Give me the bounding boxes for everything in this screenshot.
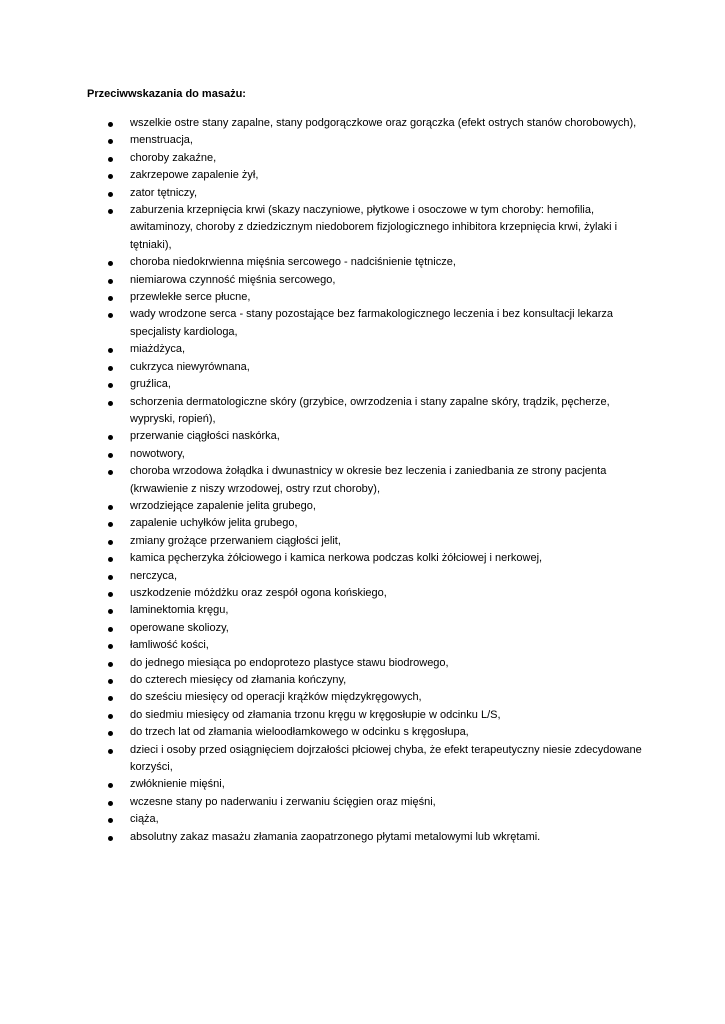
bullet-icon [108, 470, 113, 475]
list-item-text: zwłóknienie mięśni, [130, 778, 225, 791]
list-item-text: zapalenie uchyłków jelita grubego, [130, 517, 298, 530]
list-item [0, 463, 650, 498]
bullet-icon [108, 383, 113, 388]
list-item-text: zaburzenia krzepnięcia krwi (skazy naczyniowe, płytkowe i osoczowe w tym choroby: hemofilia, awitaminozy, choroby z dziedzicznym niedoborem fizjologicznego inhibitora krzepnięcia krwi, żylaki i tętniaki), [130, 204, 618, 251]
list-item [0, 794, 650, 811]
bullet-icon [108, 783, 113, 788]
bullet-icon [108, 801, 113, 806]
list-item [0, 202, 650, 254]
list-item-text: nowotwory, [130, 447, 185, 460]
bullet-icon [108, 157, 113, 162]
list-item-text: miażdżyca, [130, 343, 186, 356]
list-item-text: niemiarowa czynność mięśnia sercowego, [130, 273, 336, 286]
bullet-icon [108, 522, 113, 527]
bullet-icon [108, 122, 113, 127]
list-item [0, 602, 650, 619]
list-item [0, 655, 650, 672]
bullet-icon [108, 627, 113, 632]
bullet-icon [108, 401, 113, 406]
bullet-icon [108, 818, 113, 823]
list-item [0, 115, 650, 132]
list-item [0, 829, 650, 846]
bullet-icon [108, 279, 113, 284]
bullet-icon [108, 505, 113, 510]
bullet-icon [108, 453, 113, 458]
list-item-text: łamliwość kości, [130, 639, 209, 652]
bullet-icon [108, 575, 113, 580]
list-item-text: zmiany grożące przerwaniem ciągłości jelit, [130, 534, 341, 547]
list-item-text: absolutny zakaz masażu złamania zaopatrzonego płytami metalowymi lub wkrętami. [130, 830, 541, 843]
list-item-text: wczesne stany po naderwaniu i zerwaniu ścięgien oraz mięśni, [130, 795, 436, 808]
bullet-icon [108, 749, 113, 754]
list-item [0, 185, 650, 202]
list-item-text: przerwanie ciągłości naskórka, [130, 430, 280, 443]
bullet-icon [108, 366, 113, 371]
list-item [0, 446, 650, 463]
document-heading: Przeciwwskazania do masażu: [87, 88, 246, 100]
bullet-icon [108, 174, 113, 179]
list-item [0, 150, 650, 167]
list-item [0, 394, 650, 429]
list-item-text: do siedmiu miesięcy od złamania trzonu kręgu w kręgosłupie w odcinku L/S, [130, 708, 501, 721]
list-item-text: przewlekłe serce płucne, [130, 291, 251, 304]
list-item [0, 428, 650, 445]
list-item-text: choroba niedokrwienna mięśnia sercowego - nadciśnienie tętnicze, [130, 256, 456, 269]
list-item-text: laminektomia kręgu, [130, 604, 229, 617]
bullet-icon [108, 557, 113, 562]
bullet-icon [108, 731, 113, 736]
list-item-text: wszelkie ostre stany zapalne, stany podgorączkowe oraz gorączka (efekt ostrych stanów chorobowych), [130, 117, 637, 129]
list-item [0, 533, 650, 550]
bullet-icon [108, 679, 113, 684]
bullet-icon [108, 592, 113, 597]
list-item-text: wrzodziejące zapalenie jelita grubego, [130, 499, 316, 512]
list-item-text: uszkodzenie móżdżku oraz zespół ogona końskiego, [130, 586, 387, 599]
bullet-icon [108, 540, 113, 545]
list-item [0, 707, 650, 724]
list-item [0, 376, 650, 393]
bullet-icon [108, 296, 113, 301]
bullet-icon [108, 435, 113, 440]
list-item [0, 689, 650, 706]
list-item [0, 672, 650, 689]
bullet-icon [108, 836, 113, 841]
bullet-icon [108, 644, 113, 649]
contraindications-list [0, 115, 725, 846]
list-item [0, 742, 650, 777]
list-item [0, 776, 650, 793]
list-item-text: wady wrodzone serca - stany pozostające bez farmakologicznego leczenia i bez konsultacji lekarza specjalisty kardiologa, [130, 308, 614, 338]
list-item-text: do jednego miesiąca po endoprotezo plastyce stawu biodrowego, [130, 656, 449, 669]
bullet-icon [108, 192, 113, 197]
list-item [0, 550, 650, 567]
list-item-text: do sześciu miesięcy od operacji krążków międzykręgowych, [130, 691, 422, 704]
list-item-text: do trzech lat od złamania wieloodłamkowego w odcinku s kręgosłupa, [130, 726, 469, 739]
list-item-text: schorzenia dermatologiczne skóry (grzybice, owrzodzenia i stany zapalne skóry, trądzik, pęcherze, wypryski, ropień), [130, 395, 610, 425]
list-item [0, 515, 650, 532]
list-item-text: dzieci i osoby przed osiągnięciem dojrzałości płciowej chyba, że efekt terapeutyczny niesie zdecydowane korzyści, [130, 743, 642, 774]
list-item [0, 568, 650, 585]
list-item-text: choroby zakaźne, [130, 151, 217, 164]
list-item [0, 306, 650, 341]
list-item [0, 167, 650, 184]
list-item-text: nerczyca, [130, 569, 178, 582]
list-item-text: operowane skoliozy, [130, 621, 229, 634]
bullet-icon [108, 261, 113, 266]
list-item [0, 289, 650, 306]
bullet-icon [108, 714, 113, 719]
list-item-text: zakrzepowe zapalenie żył, [130, 169, 259, 182]
bullet-icon [108, 348, 113, 353]
bullet-icon [108, 696, 113, 701]
list-item [0, 254, 650, 271]
bullet-icon [108, 313, 113, 318]
list-item [0, 585, 650, 602]
bullet-icon [108, 209, 113, 214]
bullet-icon [108, 139, 113, 144]
list-item-text: gruźlica, [130, 378, 171, 391]
list-item-text: zator tętniczy, [130, 186, 198, 199]
list-item [0, 359, 650, 376]
list-item-text: cukrzyca niewyrównana, [130, 360, 250, 373]
bullet-icon [108, 609, 113, 614]
list-item [0, 272, 650, 289]
list-item [0, 341, 650, 358]
list-item-text: choroba wrzodowa żołądka i dwunastnicy w okresie bez leczenia i zaniedbania ze strony pacjenta (krwawienie z niszy wrzodowej, ostry rzut choroby), [130, 465, 607, 495]
list-item [0, 132, 650, 149]
list-item [0, 724, 650, 741]
list-item-text: ciąża, [130, 813, 159, 826]
list-item [0, 498, 650, 515]
list-item-text: menstruacja, [130, 134, 193, 147]
list-item [0, 637, 650, 654]
bullet-icon [108, 662, 113, 667]
list-item-text: do czterech miesięcy od złamania kończyny, [130, 674, 347, 686]
list-item [0, 620, 650, 637]
list-item [0, 811, 650, 828]
list-item-text: kamica pęcherzyka żółciowego i kamica nerkowa podczas kolki żółciowej i nerkowej, [130, 552, 543, 565]
